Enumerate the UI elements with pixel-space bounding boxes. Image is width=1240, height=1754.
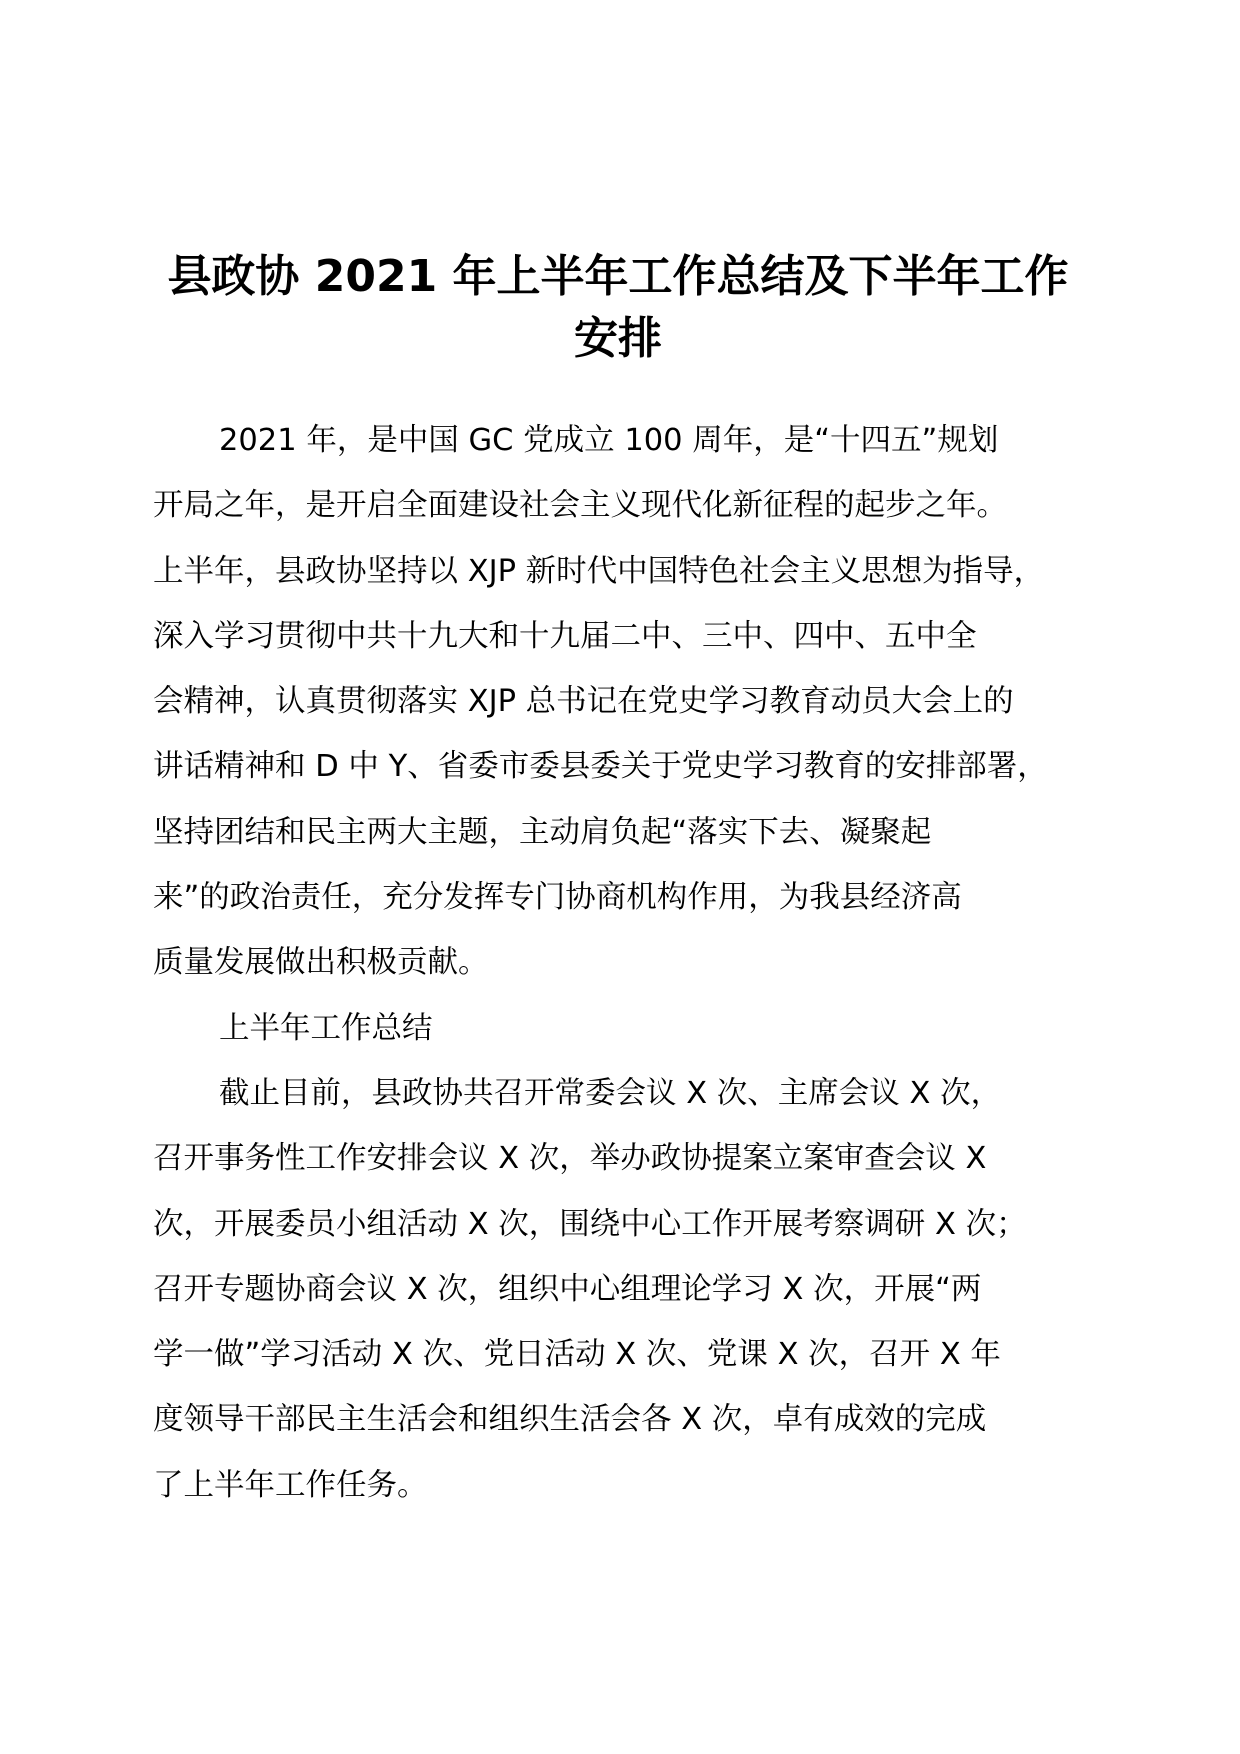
paragraph-line: 讲话精神和 D 中 Y、省委市委县委关于党史学习教育的安排部署， — [153, 749, 1048, 785]
section-heading — [153, 996, 1093, 1061]
document-body — [153, 408, 1093, 1518]
paragraph-line: 度领导干部民主生活会和组织生活会各 X 次，卓有成效的完成 — [153, 1402, 987, 1438]
title-line-2: 安排 — [574, 313, 662, 364]
paragraph-line: 截止目前，县政协共召开常委会议 X 次、主席会议 X 次， — [219, 1075, 1002, 1111]
paragraph-line: 2021 年，是中国 GC 党成立 100 周年，是“十四五”规划 — [219, 423, 999, 458]
summary-paragraph — [153, 1061, 1093, 1518]
section-heading-text: 上半年工作总结 — [219, 1010, 433, 1046]
paragraph-line: 召开专题协商会议 X 次，组织中心组理论学习 X 次，开展“两 — [153, 1271, 982, 1307]
paragraph-line: 来”的政治责任，充分发挥专门协商机构作用，为我县经济高 — [153, 880, 962, 916]
paragraph-line: 会精神，认真贯彻落实 XJP 总书记在党史学习教育动员大会上的 — [153, 684, 1014, 720]
paragraph-line: 学一做”学习活动 X 次、党日活动 X 次、党课 X 次，召开 X 年 — [153, 1337, 1001, 1373]
paragraph-line: 上半年，县政协坚持以 XJP 新时代中国特色社会主义思想为指导， — [153, 553, 1045, 589]
paragraph-line: 坚持团结和民主两大主题，主动肩负起“落实下去、凝聚起 — [153, 814, 932, 850]
paragraph-line: 深入学习贯彻中共十九大和十九届二中、三中、四中、五中全 — [153, 618, 977, 654]
intro-paragraph — [153, 408, 1093, 996]
document-title — [152, 246, 1084, 370]
paragraph-line: 次，开展委员小组活动 X 次，围绕中心工作开展考察调研 X 次； — [153, 1206, 1027, 1242]
paragraph-line: 开局之年，是开启全面建设社会主义现代化新征程的起步之年。 — [153, 488, 1007, 524]
title-line-1: 县政协 2021 年上半年工作总结及下半年工作 — [167, 251, 1069, 302]
paragraph-line: 了上半年工作任务。 — [153, 1467, 428, 1503]
paragraph-line: 质量发展做出积极贡献。 — [153, 945, 489, 981]
paragraph-line: 召开事务性工作安排会议 X 次，举办政协提案立案审查会议 X — [153, 1141, 987, 1177]
